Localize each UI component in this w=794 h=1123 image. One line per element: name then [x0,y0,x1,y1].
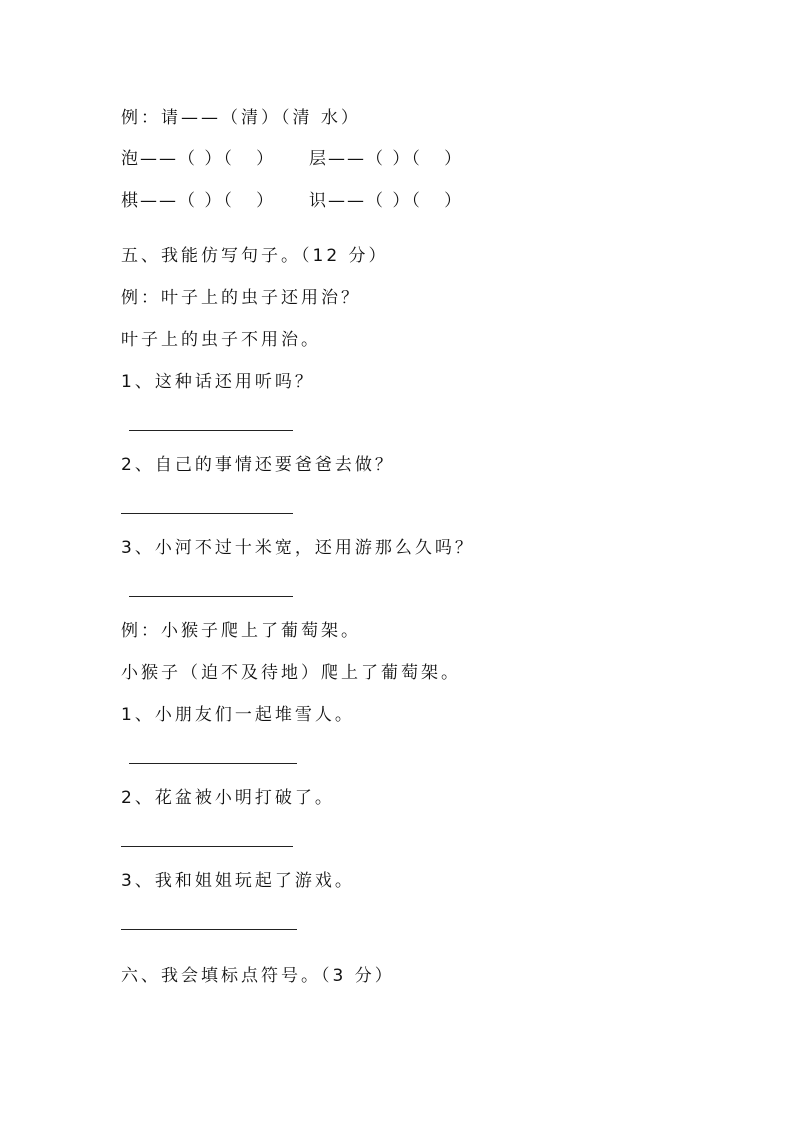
word-item-qi: 棋——（ ）（ ） [121,191,276,211]
answer-blank-6[interactable] [121,929,297,930]
word-item-pao: 泡——（ ）（ ） [121,149,276,169]
word-item-shi: 识——（ ）（ ） [309,191,464,211]
example-question-2: 例：小猴子爬上了葡萄架。 [121,621,361,641]
question-3: 3、小河不过十米宽，还用游那么久吗？ [121,538,475,558]
section-title-6: 六、我会填标点符号。（3 分） [121,966,395,986]
answer-blank-2[interactable] [121,513,293,514]
word-item-ceng: 层——（ ）（ ） [309,149,464,169]
answer-blank-1[interactable] [129,430,293,431]
question-6: 3、我和姐姐玩起了游戏。 [121,871,355,891]
question-2: 2、自己的事情还要爸爸去做？ [121,455,395,475]
example-answer-1: 叶子上的虫子不用治。 [121,330,321,350]
question-5: 2、花盆被小明打破了。 [121,788,335,808]
answer-blank-3[interactable] [129,596,293,597]
example-answer-2: 小猴子（迫不及待地）爬上了葡萄架。 [121,663,461,683]
answer-blank-5[interactable] [121,846,293,847]
answer-blank-4[interactable] [129,763,297,764]
question-4: 1、小朋友们一起堆雪人。 [121,705,355,725]
question-1: 1、这种话还用听吗？ [121,372,315,392]
example-question-1: 例：叶子上的虫子还用治？ [121,288,361,308]
section-title-5: 五、我能仿写句子。（12 分） [121,246,389,266]
example-line: 例：请——（清）（清 水） [121,108,361,128]
